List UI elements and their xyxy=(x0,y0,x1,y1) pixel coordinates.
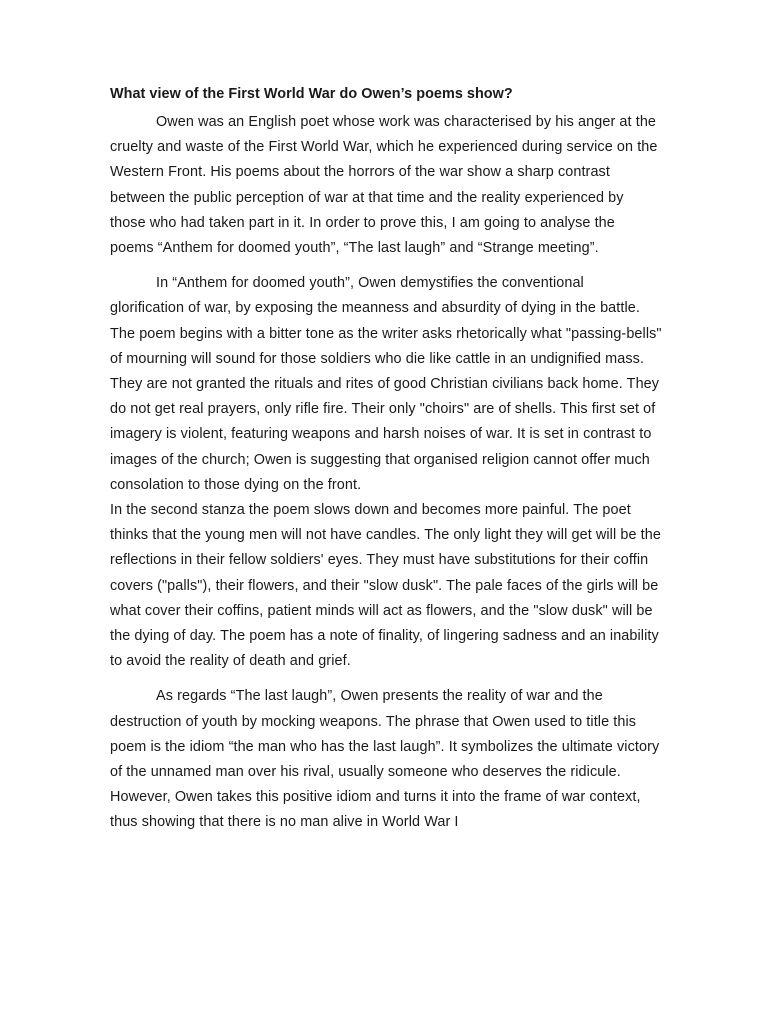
paragraph-intro: Owen was an English poet whose work was characterised by his anger at the cruelty and waste of the First World War, which he experienced during service on the Western Front. His poems about the horrors of the war show a sharp contrast between the public perception of war at that time and the reality experienced by those who had taken part in it. In order to prove this, I am going to analyse the poems “Anthem for doomed youth”, “The last laugh” and “Strange meeting”. xyxy=(110,114,658,257)
paragraph-last-laugh: As regards “The last laugh”, Owen presents the reality of war and the destruction of youth by mocking weapons. The phrase that Owen used to title this poem is the idiom “the man who has the last laugh”. It symbolizes the ultimate victory of the unnamed man over his rival, usually someone who deserves the ridicule. However, Owen takes this positive idiom and turns it into the frame of war context, thus showing that there is no man alive in World War I xyxy=(110,688,660,831)
essay-title: What view of the First World War do Owen’s poems show? xyxy=(110,86,513,102)
paragraph-anthem-first-stanza: In “Anthem for doomed youth”, Owen demystifies the conventional glorification of war, by exposing the meanness and absurdity of dying in the battle. The poem begins with a bitter tone as the writer asks rhetorically what "passing-bells" of mourning will sound for those soldiers who die like cattle in an undignified mass. They are not granted the rituals and rites of good Christian civilians back home. They do not get real prayers, only rifle fire. Their only "choirs" are of shells. This first set of imagery is violent, featuring weapons and harsh noises of war. It is set in contrast to images of the church; Owen is suggesting that organised religion cannot offer much consolation to those dying on the front. xyxy=(110,275,662,493)
essay-page xyxy=(110,84,662,836)
paragraph-anthem-second-stanza: In the second stanza the poem slows down and becomes more painful. The poet thinks that the young men will not have candles. The only light they will get will be the reflections in their fellow soldiers' eyes. They must have substitutions for their coffin covers ("palls"), their flowers, and their "slow dusk". The pale faces of the girls will be what cover their coffins, patient minds will act as flowers, and the "slow dusk" will be the dying of day. The poem has a note of finality, of lingering sadness and an inability to avoid the reality of death and grief. xyxy=(110,502,661,670)
